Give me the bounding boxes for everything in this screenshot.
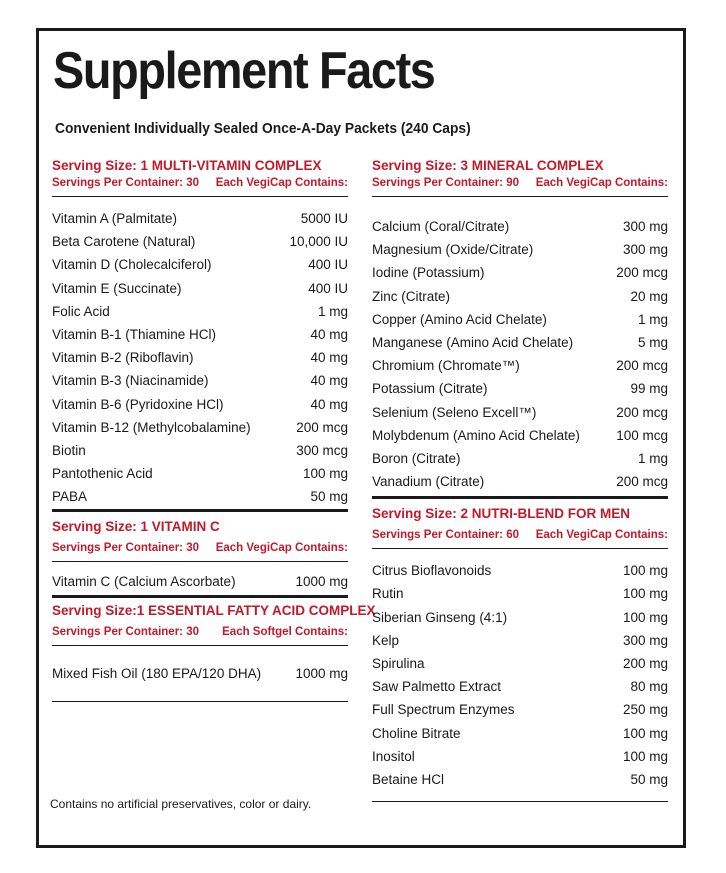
nutrient-name: Chromium (Chromate™) — [372, 358, 520, 374]
nutrient-amount: 400 IU — [308, 257, 348, 273]
nutrient-name: Kelp — [372, 632, 400, 648]
nutrient-amount: 250 mg — [622, 702, 668, 718]
nutrient-row — [372, 606, 668, 629]
nutrient-row — [372, 745, 668, 768]
nutrient-name: Selenium (Seleno Excell™) — [372, 404, 537, 420]
nutrient-row — [52, 485, 348, 508]
nutrient-name: Biotin — [52, 442, 86, 458]
nutrient-row — [52, 369, 348, 392]
nutrient-name: Manganese (Amino Acid Chelate) — [372, 334, 574, 350]
nutrient-name: Folic Acid — [52, 303, 110, 319]
nutrient-amount: 1 mg — [637, 450, 668, 466]
nutrient-amount: 80 mg — [630, 679, 668, 695]
nutrient-amount: 200 mcg — [616, 265, 668, 281]
nutrient-row — [372, 447, 668, 470]
nutrient-row — [372, 629, 668, 652]
nutrient-name: Calcium (Coral/Citrate) — [372, 219, 510, 234]
each-contains: Each VegiCap Contains: — [215, 542, 348, 555]
nutrient-name: Vitamin A (Palmitate) — [52, 211, 178, 226]
nutrient-list — [372, 215, 668, 493]
nutrient-amount: 1 mg — [317, 303, 348, 319]
section-multivitamin — [52, 157, 348, 512]
nutrient-row — [372, 354, 668, 377]
serving-size: Serving Size:1 ESSENTIAL FATTY ACID COMPLEX — [52, 602, 376, 618]
nutrient-amount: 1 mg — [637, 311, 668, 327]
nutrient-row — [52, 300, 348, 323]
nutrient-name: Vitamin B-2 (Riboflavin) — [52, 350, 194, 366]
nutrient-amount: 200 mg — [622, 656, 668, 671]
nutrient-amount: 50 mg — [310, 489, 348, 505]
nutrient-amount: 1000 mg — [295, 574, 348, 590]
nutrient-row — [52, 346, 348, 369]
nutrient-name: Citrus Bioflavonoids — [372, 563, 492, 579]
nutrient-name: PABA — [52, 489, 88, 505]
nutrient-name: Zinc (Citrate) — [372, 288, 451, 304]
divider — [52, 701, 348, 702]
nutrient-name: Mixed Fish Oil (180 EPA/120 DHA) — [52, 665, 262, 681]
nutrient-name: Inositol — [372, 748, 415, 764]
nutrient-row — [52, 662, 348, 685]
nutrient-name: Vitamin B-12 (Methylcobalamine) — [52, 419, 251, 435]
nutrient-amount: 50 mg — [630, 771, 668, 787]
servings-line — [52, 175, 348, 192]
nutrient-row — [372, 582, 668, 605]
nutrient-name: Vitamin C (Calcium Ascorbate) — [52, 574, 236, 590]
each-contains: Each Softgel Contains: — [222, 625, 348, 638]
nutrient-amount: 1000 mg — [295, 665, 348, 681]
serving-size: Serving Size: 2 NUTRI-BLEND FOR MEN — [372, 506, 631, 522]
nutrient-name: Molybdenum (Amino Acid Chelate) — [372, 427, 580, 443]
nutrient-row — [372, 722, 668, 745]
nutrient-amount: 300 mg — [622, 219, 668, 234]
nutrient-row — [372, 331, 668, 354]
servings-line — [52, 540, 348, 557]
nutrient-amount: 200 mcg — [616, 404, 668, 420]
nutrient-name: Betaine HCl — [372, 771, 445, 787]
nutrient-row — [52, 570, 348, 593]
right-column — [372, 157, 668, 802]
servings-per-container: Servings Per Container: 30 — [52, 542, 199, 555]
nutrient-name: Saw Palmetto Extract — [372, 679, 502, 695]
nutrient-row — [52, 323, 348, 346]
nutrient-row — [52, 230, 348, 253]
nutrient-amount: 200 mcg — [616, 358, 668, 374]
nutrient-amount: 100 mg — [622, 748, 668, 764]
section-mineral — [372, 157, 668, 499]
nutrient-name: Vanadium (Citrate) — [372, 474, 485, 490]
nutrient-row — [372, 308, 668, 331]
nutrient-amount: 200 mcg — [296, 419, 348, 435]
nutrient-row — [372, 698, 668, 721]
nutrient-amount: 100 mg — [622, 609, 668, 625]
left-column — [52, 157, 376, 702]
serving-size: Serving Size: 1 MULTI-VITAMIN COMPLEX — [52, 158, 322, 173]
nutrient-amount: 400 IU — [308, 280, 348, 296]
nutrient-row — [372, 424, 668, 447]
nutrient-name: Vitamin B-1 (Thiamine HCl) — [52, 326, 217, 342]
nutrient-amount: 20 mg — [630, 288, 668, 304]
nutrient-row — [372, 401, 668, 424]
nutrient-amount: 100 mg — [302, 466, 348, 482]
nutrient-row — [372, 285, 668, 308]
nutrient-row — [372, 238, 668, 261]
nutrient-name: Vitamin D (Cholecalciferol) — [52, 257, 212, 273]
nutrient-row — [372, 768, 668, 791]
section-nutriblend — [372, 505, 668, 802]
each-contains: Each VegiCap Contains: — [215, 177, 348, 189]
nutrient-name: Vitamin E (Succinate) — [52, 280, 182, 296]
nutrient-name: Pantothenic Acid — [52, 466, 153, 482]
nutrient-amount: 300 mg — [622, 632, 668, 648]
nutrient-name: Copper (Amino Acid Chelate) — [372, 311, 547, 327]
nutrient-row — [52, 462, 348, 485]
nutrient-amount: 100 mg — [622, 563, 668, 579]
nutrient-amount: 300 mg — [622, 242, 668, 258]
servings-per-container: Servings Per Container: 90 — [372, 177, 519, 189]
servings-per-container: Servings Per Container: 30 — [52, 177, 199, 189]
nutrient-amount: 10,000 IU — [289, 234, 348, 250]
nutrient-amount: 200 mcg — [616, 474, 668, 490]
divider — [52, 509, 348, 512]
section-vitamin-c — [52, 518, 348, 597]
nutrient-name: Rutin — [372, 586, 404, 602]
nutrient-amount: 99 mg — [630, 381, 668, 397]
nutrient-row — [52, 439, 348, 462]
nutrient-amount: 40 mg — [310, 396, 348, 412]
nutrient-name: Vitamin B-6 (Pyridoxine HCl) — [52, 396, 224, 412]
nutrient-name: Iodine (Potassium) — [372, 265, 485, 281]
servings-per-container: Servings Per Container: 60 — [372, 529, 519, 542]
nutrient-amount: 5000 IU — [300, 211, 348, 226]
divider — [52, 595, 348, 598]
nutrient-row — [372, 559, 668, 582]
nutrient-name: Boron (Citrate) — [372, 450, 461, 466]
nutrient-list — [52, 207, 348, 508]
nutrient-row — [372, 675, 668, 698]
nutrient-row — [52, 393, 348, 416]
nutrient-amount: 40 mg — [310, 373, 348, 389]
nutrient-amount: 100 mg — [622, 725, 668, 741]
nutrient-amount: 300 mcg — [296, 442, 348, 458]
nutrient-name: Siberian Ginseng (4:1) — [372, 609, 508, 625]
nutrient-name: Spirulina — [372, 656, 425, 671]
nutrient-row — [52, 253, 348, 276]
servings-per-container: Servings Per Container: 30 — [52, 625, 199, 638]
section-fatty-acid — [52, 602, 376, 702]
nutrient-name: Beta Carotene (Natural) — [52, 234, 196, 250]
nutrient-row — [52, 416, 348, 439]
nutrient-row — [372, 215, 668, 238]
nutrient-row — [372, 652, 668, 675]
nutrient-row — [372, 261, 668, 284]
each-contains: Each VegiCap Contains: — [535, 529, 668, 542]
footer-note: Contains no artificial preservatives, color or dairy. — [50, 797, 312, 811]
nutrient-row — [372, 470, 668, 493]
nutrient-name: Vitamin B-3 (Niacinamide) — [52, 373, 209, 389]
nutrient-name: Full Spectrum Enzymes — [372, 702, 515, 718]
divider — [372, 801, 668, 802]
nutrient-name: Choline Bitrate — [372, 725, 461, 741]
nutrient-list — [372, 559, 668, 791]
serving-size: Serving Size: 3 MINERAL COMPLEX — [372, 158, 604, 173]
nutrient-name: Magnesium (Oxide/Citrate) — [372, 242, 534, 258]
nutrient-amount: 40 mg — [310, 350, 348, 366]
supplement-facts-panel — [36, 28, 686, 848]
subtitle: Convenient Individually Sealed Once-A-Day Packets (240 Caps) — [55, 120, 471, 137]
servings-line — [372, 175, 668, 192]
servings-line — [372, 527, 668, 544]
servings-line — [52, 624, 348, 641]
page-title: Supplement Facts — [53, 42, 435, 100]
nutrient-name: Potassium (Citrate) — [372, 381, 488, 397]
nutrient-row — [52, 277, 348, 300]
divider — [372, 496, 668, 499]
serving-size: Serving Size: 1 VITAMIN C — [52, 519, 220, 535]
nutrient-row — [372, 377, 668, 400]
each-contains: Each VegiCap Contains: — [535, 177, 668, 189]
nutrient-amount: 40 mg — [310, 326, 348, 342]
nutrient-row — [52, 207, 348, 230]
nutrient-amount: 100 mcg — [616, 427, 668, 443]
nutrient-amount: 5 mg — [637, 334, 668, 350]
nutrient-amount: 100 mg — [622, 586, 668, 602]
